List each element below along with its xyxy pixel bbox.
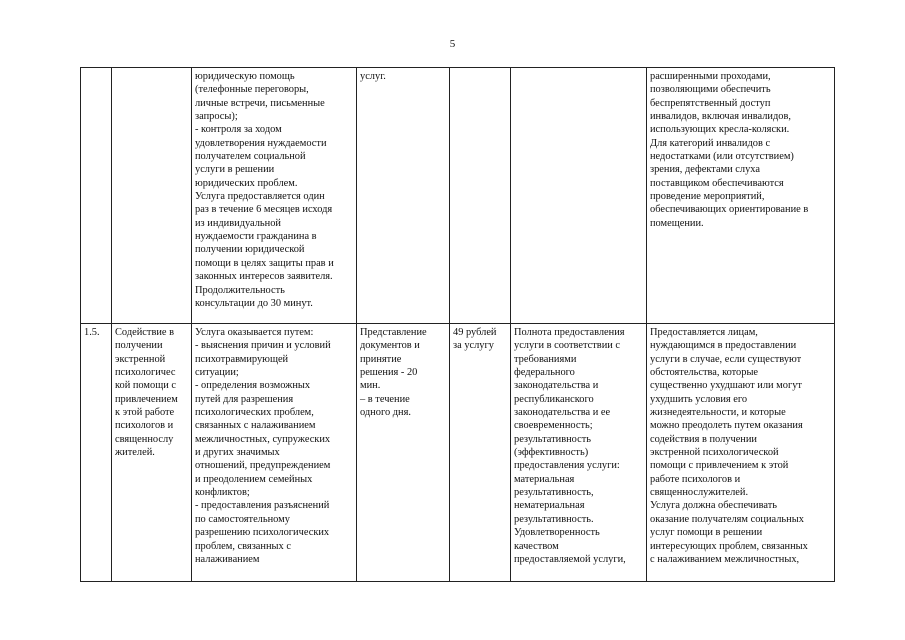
service-quality-cell [511,68,647,324]
services-table [80,67,835,582]
row-number-cell: 1.5. [81,324,112,582]
service-terms-cell: Представление документов и принятие решения - 20 мин. – в течение одного дня. [357,324,450,582]
service-name-cell [112,68,192,324]
service-content-cell: юридическую помощь (телефонные переговоры, личные встречи, письменные запросы); - контроля за ходом удовлетворения нуждаемости получателем социальной услуги в решении юридических проблем. Услуга предоставляется один раз в течение 6 месяцев исходя из индивидуальной нуждаемости гражданина в получении юридической помощи в целях защиты прав и законных интересов заявителя. Продолжительность консультации до 30 минут. [192,68,357,324]
table-row [81,324,835,582]
page-number: 5 [449,38,456,50]
service-name-cell: Содействие в получении экстренной психологичес кой помощи с привлечением к этой работе психологов и священнослу жителей. [112,324,192,582]
service-price-cell: 49 рублей за услугу [450,324,511,582]
row-number-cell [81,68,112,324]
service-terms-cell: услуг. [357,68,450,324]
service-conditions-cell: расширенными проходами, позволяющими обеспечить беспрепятственный доступ инвалидов, включая инвалидов, использующих кресла-коляски. Для категорий инвалидов с недостатками (или отсутствием) зрения, дефектами слуха поставщиком обеспечиваются проведение мероприятий, обеспечивающих ориентирование в помещении. [647,68,835,324]
table-row [81,68,835,324]
service-content-cell: Услуга оказывается путем: - выяснения причин и условий психотравмирующей ситуации; - определения возможных путей для разрешения психологических проблем, связанных с налаживанием межличностных, супружеских и других значимых отношений, предупреждением и преодолением семейных конфликтов; - предоставления разъяснений по самостоятельному разрешению психологических проблем, связанных с налаживанием [192,324,357,582]
service-conditions-cell: Предоставляется лицам, нуждающимся в предоставлении услуги в случае, если существуют обстоятельства, которые существенно ухудшают или могут ухудшить условия его жизнедеятельности, и которые можно преодолеть путем оказания содействия в получении экстренной психологической помощи с привлечением к этой работе психологов и священнослужителей. Услуга должна обеспечивать оказание получателям социальных услуг помощи в решении интересующих проблем, связанных с налаживанием межличностных, [647,324,835,582]
service-quality-cell: Полнота предоставления услуги в соответствии с требованиями федерального законодательства и республиканского законодательства и ее своевременность; результативность (эффективность) предоставления услуги: материальная результативность, нематериальная результативность. Удовлетворенность качеством предоставляемой услуги, [511,324,647,582]
service-price-cell [450,68,511,324]
